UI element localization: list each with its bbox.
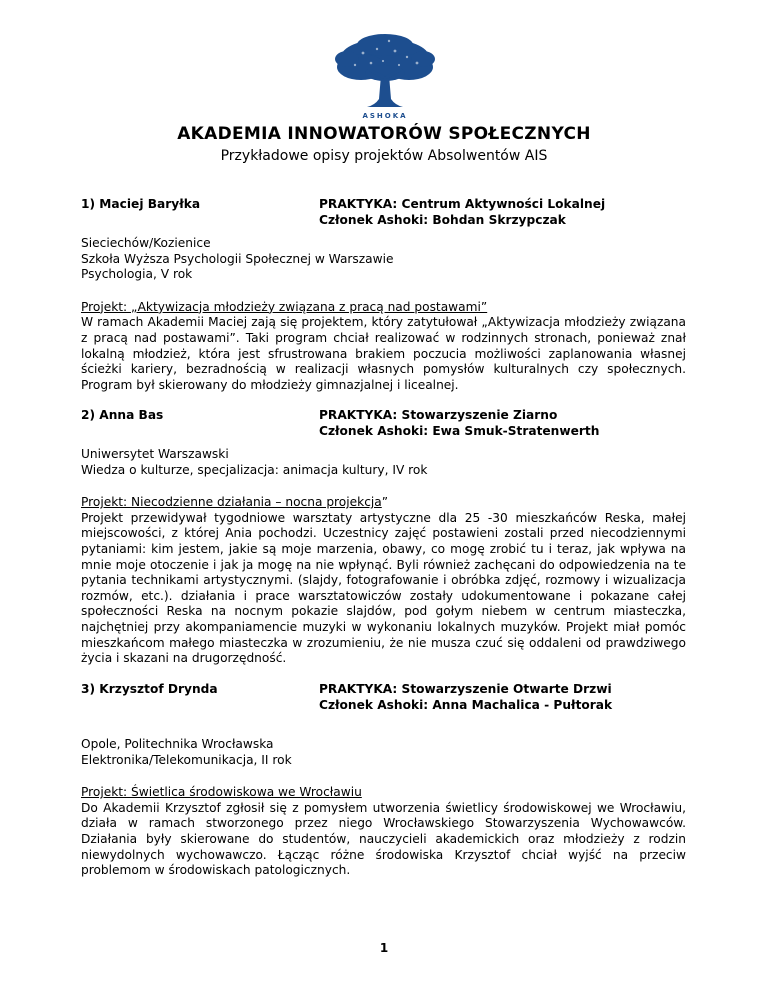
- entry-name: 2) Anna Bas: [81, 408, 164, 422]
- entry-2: [81, 408, 686, 667]
- meta-line: Szkoła Wyższa Psychologii Społecznej w Warszawie: [81, 251, 394, 266]
- entry-3: [81, 682, 686, 879]
- meta-line: Elektronika/Telekomunikacja, II rok: [81, 752, 292, 767]
- entry-mentor: Członek Ashoki: Bohdan Skrzypczak: [319, 212, 566, 227]
- page-number: 1: [379, 941, 389, 955]
- project-title-line: [81, 785, 686, 801]
- meta-line: Opole, Politechnika Wrocławska: [81, 737, 274, 751]
- ashoka-logo: [333, 33, 437, 123]
- project-title-line: [81, 495, 686, 511]
- project-title-line: [81, 300, 686, 316]
- page-title: AKADEMIA INNOWATORÓW SPOŁECZNYCH: [177, 124, 591, 144]
- project-title: Projekt: Świetlica środowiskowa we Wrocławiu: [81, 785, 362, 800]
- entry-name: 1) Maciej Baryłka: [81, 197, 201, 211]
- project-description: Do Akademii Krzysztof zgłosił się z pomysłem utworzenia świetlicy środowiskowej we Wrocławiu, działa w ramach stworzonego przez niego Wrocławskiego Stowarzyszenia Wychowawców. Działania były skierowane do studentów, nauczycieli akademickich oraz młodzieży z rodzin niewydolnych wychowawczo. Łącząc różne środowiska Krzysztof chciał wyjść na przeciw problemom w środowiskach patologicznych.: [81, 800, 686, 878]
- meta-line: Psychologia, V rok: [81, 267, 193, 282]
- entry-praktyka: PRAKTYKA: Centrum Aktywności Lokalnej: [319, 197, 606, 211]
- entry-meta: [81, 236, 686, 283]
- meta-line: Wiedza o kulturze, specjalizacja: animacja kultury, IV rok: [81, 462, 428, 477]
- project-description: W ramach Akademii Maciej zają się projektem, który zatytułował „Aktywizacja młodzieży związana z pracą nad postawami”. Taki program chciał realizować w rodzinnych stronach, ponieważ znał lokalną młodzież, która jest sfrustrowana brakiem poczucia możliwości zaplanowania własnej ścieżki kariery, bezradnością w realizacji własnych pomysłów kulturalnych czy społecznych. Program był skierowany do młodzieży gimnazjalnej i licealnej.: [81, 315, 686, 392]
- entry-1: [81, 197, 686, 393]
- meta-line: Uniwersytet Warszawski: [81, 447, 229, 461]
- tree-icon: [333, 33, 437, 113]
- logo-text: ASHOKA: [362, 112, 408, 120]
- project-title: Projekt: Niecodzienne działania – nocna projekcja: [81, 495, 382, 510]
- entry-praktyka: PRAKTYKA: Stowarzyszenie Ziarno: [319, 408, 558, 422]
- entry-meta: [81, 447, 686, 478]
- project-title: Projekt: „Aktywizacja młodzieży związana z pracą nad postawami”: [81, 299, 488, 314]
- project-description: Projekt przewidywał tygodniowe warsztaty artystyczne dla 25 -30 mieszkańców Reska, małej miejscowości, z której Ania pochodzi. Uczestnicy zajęć postawieni zostali przed niecodziennymi pytaniami: kim jestem, jakie są moje marzenia, obawy, co mogę zrobić tu i teraz, jak wpływa na mnie moje otoczenie i jak ja mogę na nie wpłynąć. Byli również zachęcani do odpowiedzenia na te pytania technikami artystycznymi. (slajdy, fotografowanie i obróbka zdjęć, rozmowy i wizualizacja rozmów, etc.). działania i prace warsztatowiczów zostały udokumentowane i pokazane całej społeczności Reska na nocnym pokazie slajdów, pod gołym niebem w centrum miasteczka, najchętniej przy akompaniamencie muzyki w wykonaniu lokalnych muzyków. Projekt miał pomóc mieszkańcom małego miasteczka w zrozumieniu, że nie musza czuć się oddaleni od prawdziwego życia i skazani na drugorzędność.: [81, 510, 686, 666]
- entry-mentor: Członek Ashoki: Ewa Smuk-Stratenwerth: [319, 423, 600, 438]
- entry-name: 3) Krzysztof Drynda: [81, 682, 218, 696]
- project-title-suffix: ”: [381, 495, 389, 510]
- entry-mentor: Członek Ashoki: Anna Machalica - Pułtorak: [319, 697, 613, 712]
- entry-meta: [81, 737, 686, 768]
- page-subtitle: Przykładowe opisy projektów Absolwentów AIS: [220, 148, 548, 164]
- entry-praktyka: PRAKTYKA: Stowarzyszenie Otwarte Drzwi: [319, 682, 612, 696]
- meta-line: Sieciechów/Kozienice: [81, 236, 211, 250]
